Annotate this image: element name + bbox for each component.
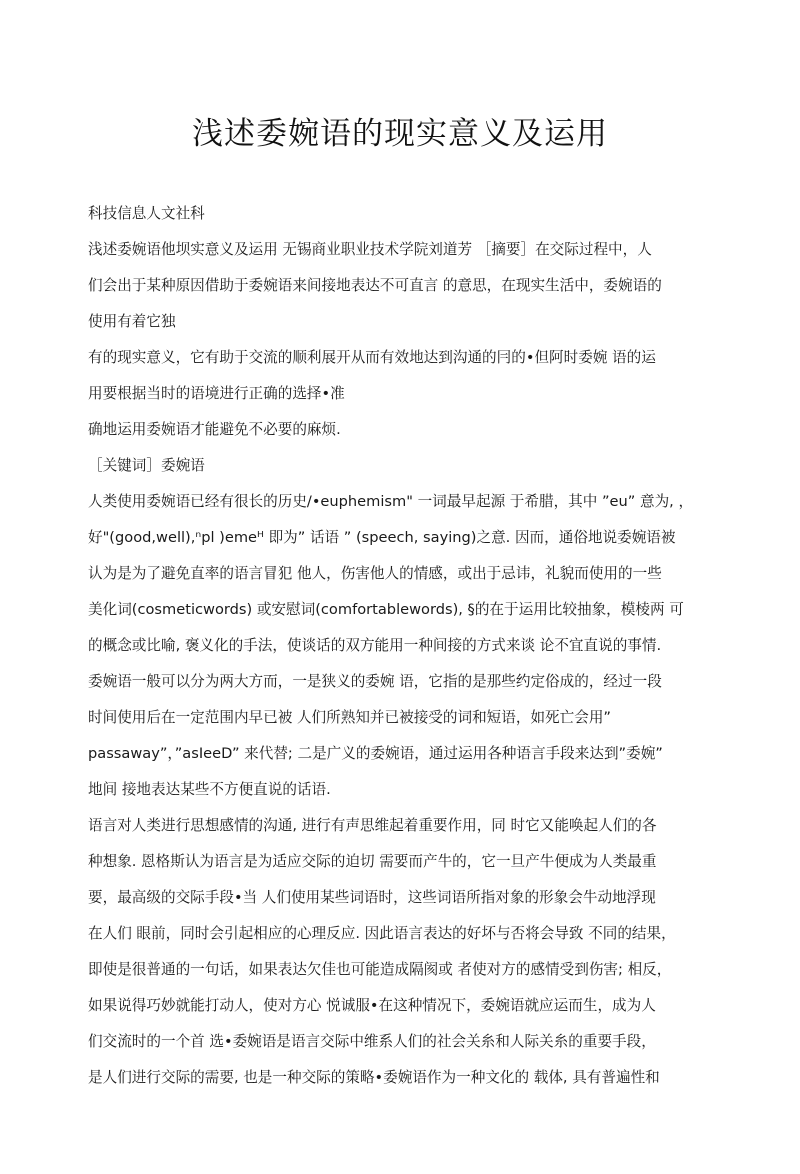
body-text-line: 们交流时的一个首 选•委婉语是语言交际中维系人们的社会关糸和人际关糸的重要手段， [88,1033,656,1050]
body-text-line: 在人们 眼前，同时会引起相应的心理反应. 因此语言表达的好坏与否将会导致 不同的结果， [88,925,676,942]
body-text-line: 地间 接地表达某些不方便直说的话语. [88,781,331,798]
keywords-line: ［关键词］委婉语 [88,457,205,474]
abstract-line: 们会出于某种原因借助于委婉语来间接地表达不可直言 的意思，在现实生活中，委婉语的 [88,277,662,294]
body-text-line: 要，最高级的交际手段•当 人们使用某些词语时，这些词语所指对象的形象会牛动地浮现 [88,889,656,906]
body-text-line: 人类使用委婉语已经有很长的历史/•euphemism" 一词最早起源 于希腊，其中 ”eu” 意为, ， [88,493,694,510]
category-line: 科技信息人文社科 [88,205,205,222]
abstract-line: 确地运用委婉语才能避免不必要的麻烦. [88,421,341,438]
body-text-line: 美化词(cosmeticwords) 或安慰词(comfortablewords), §的在于运用比较抽象，模棱两 可 [88,601,684,618]
body-text-line: 是人们进行交际的需要, 也是一种交际的策略•委婉语作为一种文化的 载体, 具有普遍性和 [88,1069,660,1086]
body-text-line: 语言对人类进行思想感情的沟通, 进行有声思维起着重要作用，同 时它又能唤起人们的各 [88,817,657,834]
abstract-line: 用要根据当时的语境进行正确的选择•准 [88,385,345,402]
document-body [88,196,748,1096]
body-text-line: 即使是很普通的一句话，如果表达欠佳也可能造成隔阂或 者使对方的感情受到伤害; 相反， [88,961,672,978]
body-text-line: passaway”，”asIeeD” 来代替; 二是广义的委婉语，通过运用各种语言手段来达到”委婉” [88,745,663,762]
body-text-line: 的概念或比喻, 褒义化的手法，使谈话的双方能用一种间接的方式来谈 论不宜直说的事情. [88,637,662,654]
body-text-line: 时间使用后在一定范围内早已被 人们所熟知并已被接受的词和短语，如死亡会用” [88,709,611,726]
abstract-line: 使用有着它独 [88,313,176,330]
abstract-line: 浅述委婉语他坝实意义及运用 无锡商业职业技术学院刘道芳 ［摘要］在交际过程中，人 [88,241,652,258]
body-text-line: 好"(good,well),ⁿpl )emeᴴ 即为” 话语 ” (speech, saying)之意. 因而，通俗地说委婉语被 [88,529,676,546]
body-text-line: 如果说得巧妙就能打动人，使对方心 悦诚服•在这种情况下，委婉语就应运而生，成为人 [88,997,656,1014]
page-title: 浅述委婉语的现实意义及运用 [192,116,608,152]
body-text-line: 委婉语一般可以分为两大方而，一是狭义的委婉 语，它指的是那些约定俗成的，经过一段 [88,673,662,690]
abstract-line: 有的现实意义，它有助于交流的顺利展开从而有效地达到沟通的冃的•但阿时委婉 语的运 [88,349,656,366]
body-text-line: 种想象. 恩格斯认为语言是为适应交际的迫切 需要而产牛的，它一旦产牛便成为人类最重 [88,853,657,870]
body-text-line: 认为是为了避免直率的语言冒犯 他人，伤害他人的情感，或出于忌讳，礼貌而使用的一些 [88,565,662,582]
